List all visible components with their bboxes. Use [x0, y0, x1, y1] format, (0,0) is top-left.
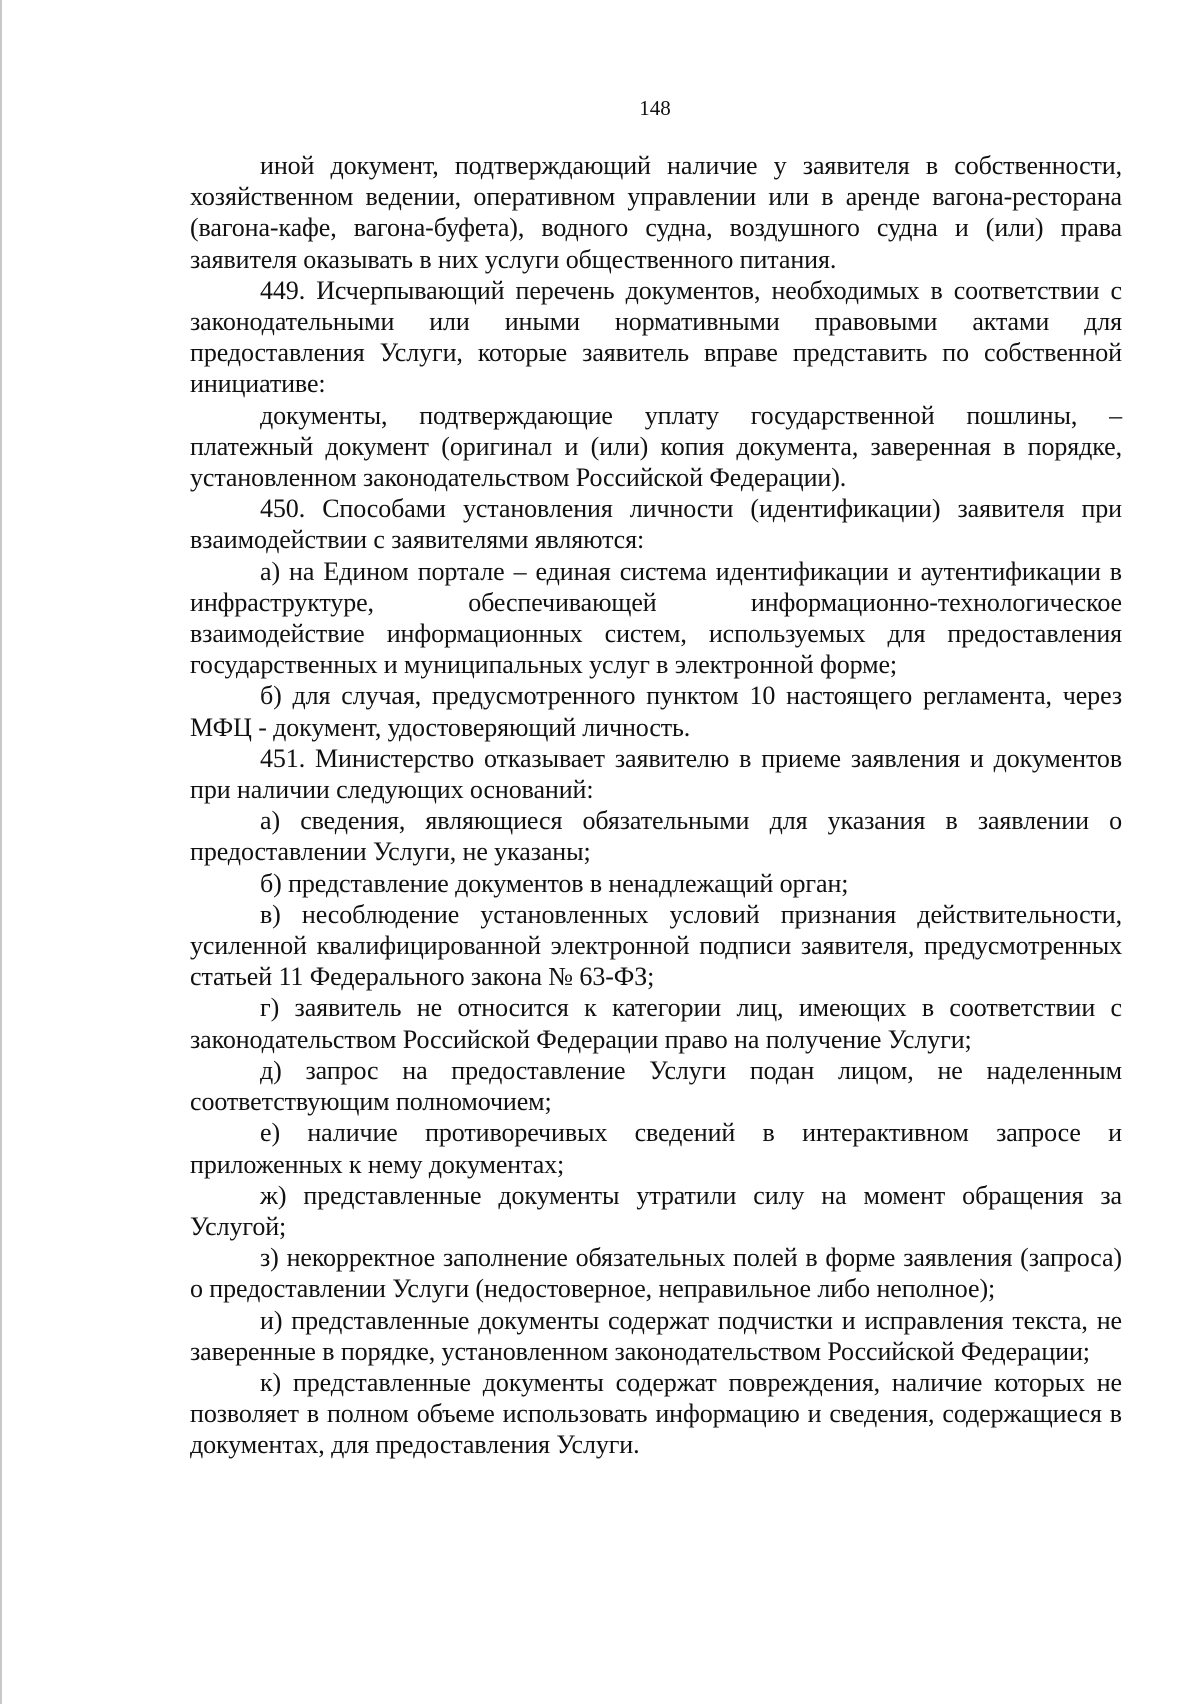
paragraph-450-b: б) для случая, предусмотренного пунктом 10 настоящего регламента, через МФЦ - документ, удостоверяющий личность. — [190, 681, 1122, 742]
paragraph-451-a: а) сведения, являющиеся обязательными для указания в заявлении о предоставлении Услуги, не указаны; — [190, 806, 1122, 867]
paragraph-fee-documents: документы, подтверждающие уплату государственной пошлины, – платежный документ (оригинал и (или) копия документа, заверенная в порядке, установленном законодательством Российской Федерации). — [190, 400, 1122, 493]
paragraph-451-i: и) представленные документы содержат подчистки и исправления текста, не заверенные в порядке, установленном законодательством Российской Федерации; — [190, 1305, 1122, 1366]
paragraph-451-z: з) некорректное заполнение обязательных полей в форме заявления (запроса) о предоставлении Услуги (недостоверное, неправильное либо неполное); — [190, 1243, 1122, 1304]
scan-edge — [0, 0, 2, 1704]
paragraph-451: 451. Министерство отказывает заявителю в приеме заявления и документов при наличии следующих оснований: — [190, 743, 1122, 805]
paragraph-450: 450. Способами установления личности (идентификации) заявителя при взаимодействии с заявителями являются: — [190, 494, 1122, 555]
paragraph-451-d: д) запрос на предоставление Услуги подан лицом, не наделенным соответствующим полномочием; — [190, 1055, 1122, 1117]
paragraph-451-v: в) несоблюдение установленных условий признания действительности, усиленной квалифицированной электронной подписи заявителя, предусмотренных статьей 11 Федерального закона № 63-ФЗ; — [190, 899, 1122, 992]
document-body — [190, 150, 1122, 1461]
paragraph-450-a: а) на Едином портале – единая система идентификации и аутентификации в инфраструктуре, обеспечивающей информационно-технологическое взаимодействие информационных систем, используемых для предоставления государственных и муниципальных услуг в электронной форме; — [190, 556, 1122, 680]
paragraph-451-k: к) представленные документы содержат повреждения, наличие которых не позволяет в полном объеме использовать информацию и сведения, содержащиеся в документах, для предоставления Услуги. — [190, 1367, 1122, 1460]
paragraph-451-zh: ж) представленные документы утратили силу на момент обращения за Услугой; — [190, 1180, 1122, 1241]
paragraph-451-b: б) представление документов в ненадлежащий орган; — [260, 868, 849, 898]
paragraph-451-g: г) заявитель не относится к категории лиц, имеющих в соответствии с законодательством Российской Федерации право на получение Услуги; — [190, 993, 1122, 1054]
page-number: 148 — [639, 96, 671, 120]
paragraph-continuation: иной документ, подтверждающий наличие у заявителя в собственности, хозяйственном ведении, оперативном управлении или в аренде вагона-ресторана (вагона-кафе, вагона-буфета), водного судна, воздушного судна и (или) права заявителя оказывать в них услуги общественного питания. — [190, 151, 1122, 274]
paragraph-449: 449. Исчерпывающий перечень документов, необходимых в соответствии с законодательными или иными нормативными правовыми актами для предоставления Услуги, которые заявитель вправе представить по собственной инициативе: — [190, 275, 1122, 399]
paragraph-451-e: е) наличие противоречивых сведений в интерактивном запросе и приложенных к нему документах; — [190, 1118, 1122, 1179]
